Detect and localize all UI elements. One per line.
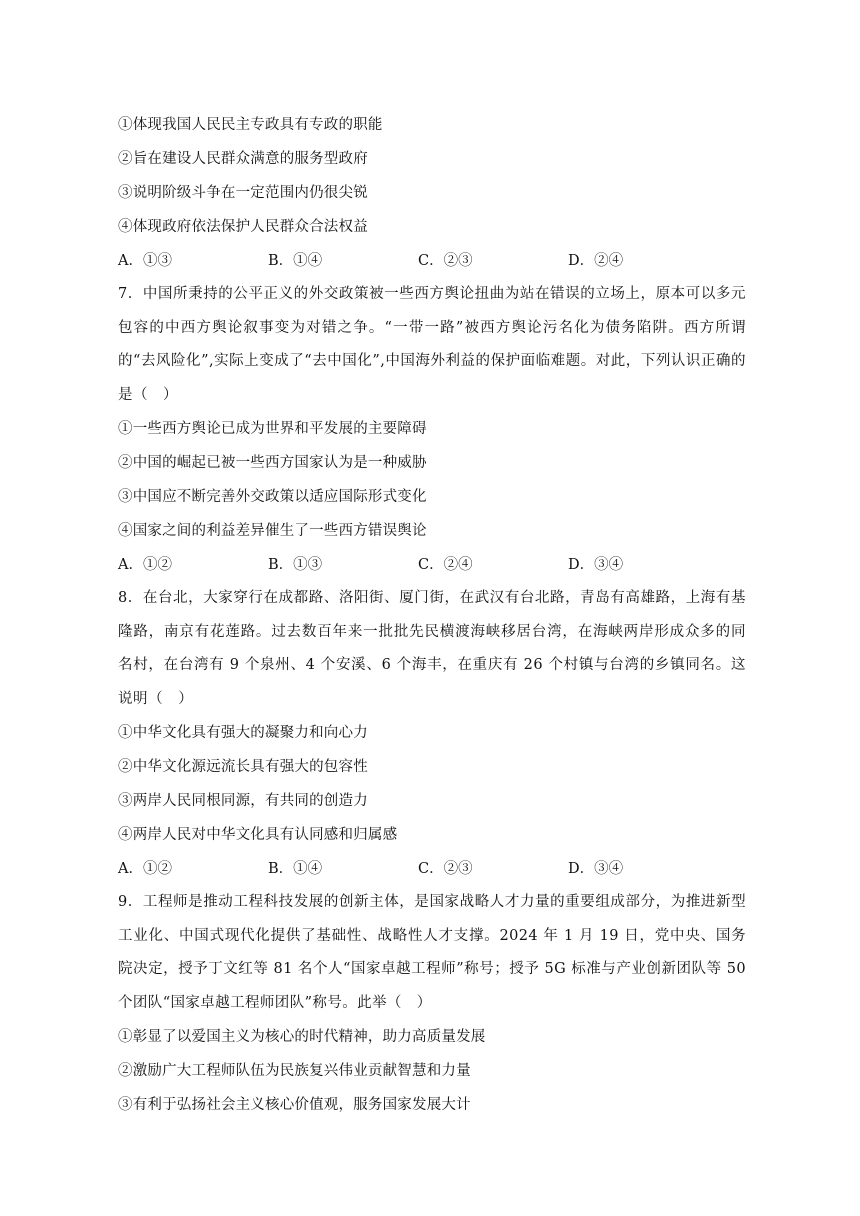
q7-option-a: A．①② — [118, 557, 172, 573]
q6-statement-3: ③说明阶级斗争在一定范围内仍很尖锐 — [118, 185, 368, 201]
question-9 — [118, 886, 746, 1122]
q8-stem: 8．在台北，大家穿行在成都路、洛阳街、厦门街，在武汉有台北路，青岛有高雄路，上海有基隆路，南京有花莲路。过去数百年来一批批先民横渡海峡移居台湾，在海峡两岸形成众多的同名村，在台湾有 9 个泉州、4 个安溪、6 个海丰，在重庆有 26 个村镇与台湾的乡镇同名。这说明（ ） — [118, 590, 746, 707]
q7-statement-4: ④国家之间的利益差异催生了一些西方错误舆论 — [118, 523, 427, 539]
q8-option-c: C．②③ — [418, 861, 473, 877]
q8-statement-1: ①中华文化具有强大的凝聚力和向心力 — [118, 725, 368, 741]
q6-option-a: A．①③ — [118, 253, 172, 269]
q8-statement-2: ②中华文化源远流长具有强大的包容性 — [118, 759, 368, 775]
q7-stem: 7．中国所秉持的公平正义的外交政策被一些西方舆论扭曲为站在错误的立场上，原本可以多元包容的中西方舆论叙事变为对错之争。“一带一路”被西方舆论污名化为债务陷阱。西方所谓的“去风险化”,实际上变成了“去中国化”,中国海外利益的保护面临难题。对此，下列认识正确的是（ ） — [118, 286, 746, 403]
question-7 — [118, 278, 746, 582]
q7-option-b: B．①③ — [268, 557, 323, 573]
q6-option-d: D．②④ — [568, 253, 624, 269]
q6-statement-1: ①体现我国人民民主专政具有专政的职能 — [118, 117, 383, 133]
q7-options — [118, 548, 746, 582]
q6-options — [118, 244, 746, 278]
q6-option-b: B．①④ — [268, 253, 323, 269]
q9-statement-1: ①彰显了以爱国主义为核心的时代精神，助力高质量发展 — [118, 1029, 486, 1045]
q9-statement-3: ③有利于弘扬社会主义核心价值观，服务国家发展大计 — [118, 1097, 471, 1113]
q7-option-c: C．②④ — [418, 557, 473, 573]
q8-option-d: D．③④ — [568, 861, 624, 877]
page-content — [118, 108, 746, 1122]
question-8 — [118, 582, 746, 886]
q8-option-a: A．①② — [118, 861, 172, 877]
q7-statement-1: ①一些西方舆论已成为世界和平发展的主要障碍 — [118, 421, 427, 437]
q9-statement-2: ②激励广大工程师队伍为民族复兴伟业贡献智慧和力量 — [118, 1063, 471, 1079]
q6-option-c: C．②③ — [418, 253, 473, 269]
question-6 — [118, 108, 746, 278]
q7-statement-2: ②中国的崛起已被一些西方国家认为是一种威胁 — [118, 455, 427, 471]
q7-statement-3: ③中国应不断完善外交政策以适应国际形式变化 — [118, 489, 427, 505]
q6-statement-4: ④体现政府依法保护人民群众合法权益 — [118, 219, 368, 235]
q9-stem: 9．工程师是推动工程科技发展的创新主体，是国家战略人才力量的重要组成部分，为推进新型工业化、中国式现代化提供了基础性、战略性人才支撑。2024 年 1 月 19 日，党中央、国务院决定，授予丁文红等 81 名个人“国家卓越工程师”称号；授予 5G 标准与产业创新团队等 50 个团队“国家卓越工程师团队”称号。此举（ ） — [118, 894, 746, 1011]
q8-statement-4: ④两岸人民对中华文化具有认同感和归属感 — [118, 827, 398, 843]
q8-statement-3: ③两岸人民同根同源，有共同的创造力 — [118, 793, 368, 809]
q7-option-d: D．③④ — [568, 557, 624, 573]
q6-statement-2: ②旨在建设人民群众满意的服务型政府 — [118, 151, 368, 167]
q8-option-b: B．①④ — [268, 861, 323, 877]
q8-options — [118, 852, 746, 886]
